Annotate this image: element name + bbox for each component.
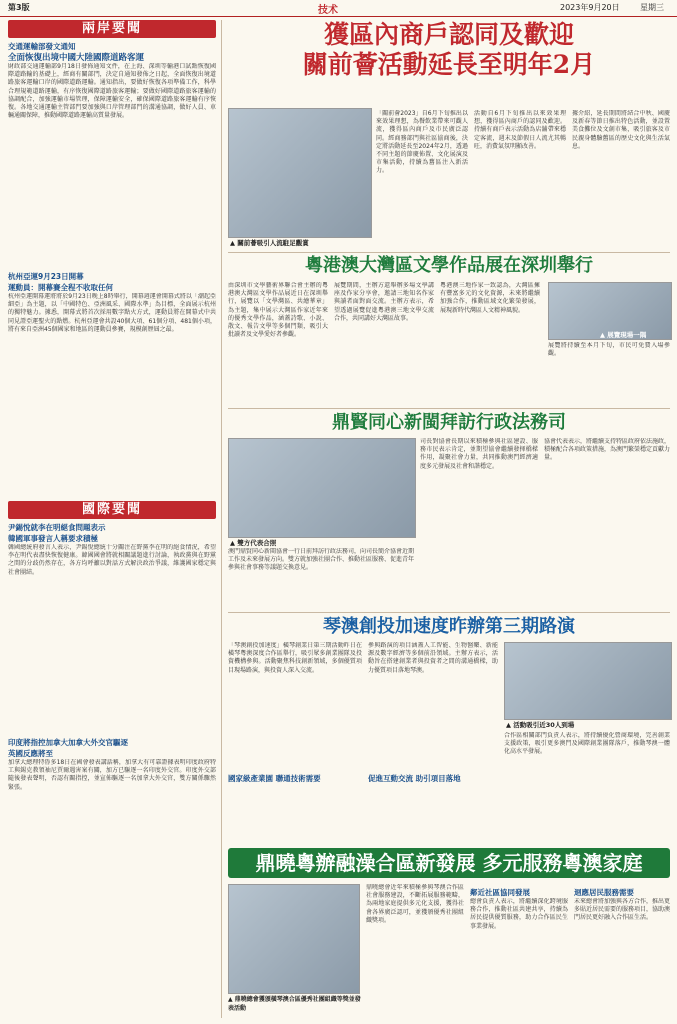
headline-transport-sub: 全面恢復出境中國大陸國際道路客運 [8, 53, 145, 63]
headline-india-canada: 印度將指控加拿大加拿大外交官驅逐 [8, 738, 128, 747]
article-korea-body: 韓國總統府發言人表示，尹錫悅總統十分關注在野黨李在明的絕食情況，希望李在明代表盡快恢復健康。韓國國會將就相關議題進行討論，執政黨與在野黨之間的分歧仍然存在，各方均呼籲以對話方式解決政治爭議，維護國家穩定與社會團結。 [8, 544, 216, 576]
headline-transport: 交通運輸部發文通知 [8, 42, 76, 51]
page-number: 第3版 [8, 3, 30, 12]
article4-photo [504, 642, 672, 720]
newspaper-brand: 技术 [318, 5, 338, 16]
article2-caption: ▲ 展覽現場一隅 [600, 331, 647, 339]
article2-body-col3: 粵港澳三地作家一致認為，大灣區擁有豐富多元的文化資源，未來將繼續加強合作，推動區域文化繁榮發展，展現新時代灣區人文精神風貌。 [440, 282, 540, 314]
article4-subheading-2: 促進互動交流 助引項目落地 [368, 774, 461, 783]
article2-body-col1: 由深圳市文學藝術界聯合會主辦的粵港澳大灣區文學作品展近日在深圳舉行，展覽以「文學灣區、共繪華章」為主題，集中展示大灣區作家近年來的優秀文學作品，涵蓋詩歌、小說、散文、報告文學等多個門類，吸引大批讀者及文學愛好者參觀。 [228, 282, 328, 339]
article4-caption: ▲ 活動吸引近30人到場 [506, 721, 575, 729]
article1-headline-2: 關前薈活動延長至明年2月 [302, 50, 596, 79]
article2-headline: 粵港澳大灣區文學作品展在深圳舉行 [228, 252, 670, 277]
column-divider [221, 20, 222, 1018]
headline-korea: 尹錫悅就李在明絕食問題表示 [8, 523, 106, 532]
article1-body-col1: 「關前薈2023」自6月下旬推出以來效果理想，為餐飲業帶來可觀人流，獲得區內商戶及市民廣泛認同。經商務部門與社區協商後，決定將活動延長至2024年2月，透過不同主題的節慶佈置、文化展演及市集活動，持續為舊區注入新活力。 [376, 110, 468, 175]
article5-photo [228, 884, 360, 994]
article4-body-col3: 合作區相關部門負責人表示，將持續優化營商環境，完善創業支援政策，吸引更多澳門及國際創業團隊落戶，推動琴澳一體化高水平發展。 [504, 732, 670, 756]
article5-body-col2: 總會負責人表示，將繼續深化跨境服務合作，推動社區共建共享，持續為居民提供優質服務，助力合作區民生事業發展。 [470, 898, 568, 930]
article2-body-col4: 展覽將持續至本月下旬，市民可免費入場參觀。 [548, 342, 670, 358]
article4-headline: 琴澳創投加速度昨辦第三期路演 [228, 612, 670, 639]
article1-body-col2: 活動自6月下旬推出以來效果理想，獲得區內商戶的認同及歡迎。持續有商戶表示活動為店舖帶來穩定客流，週末及節假日人流尤其暢旺，消費氣氛明顯改善。 [474, 110, 566, 150]
article1-caption: ▲ 關前薈吸引人流駐足觀賞 [230, 239, 309, 247]
article3-body-col3: 協會代表表示，將繼續支持特區政府依法施政，積極配合各項政策措施，為澳門繁榮穩定貢獻力量。 [544, 438, 670, 462]
article5-caption: ▲ 鼎曉總會獲頒橫琴澳合區優秀社團組織等獎並發表活動 [228, 996, 361, 1012]
article4-body-col2: 參與路演的項目涵蓋人工智能、生物醫藥、新能源及數字經濟等多個前沿領域。主辦方表示，活動旨在搭建創業者與投資者之間的溝通橋樑，助力優質項目落地琴澳。 [368, 642, 498, 674]
article3-photo [228, 438, 416, 538]
section-title-international: 國際要聞 [8, 501, 216, 519]
headline-asian-games: 杭州亞運9月23日開幕 [8, 272, 84, 281]
issue-weekday: 星期三 [640, 3, 664, 12]
article4-subheading-1: 國家級產業園 聯通技術需要 [228, 774, 321, 783]
article-india-canada-body: 加拿大總理特魯多18日在國會發表講話稱，加拿大有可靠證據表明印度政府特工與錫克教領袖尼賈爾遇害案有關，加方已驅逐一名印度外交官。印度外交部隨後發表聲明，否認有關指控，並宣佈驅逐一名加拿大外交官，雙方關係驟然緊張。 [8, 759, 216, 791]
article-transport-body: 財政部交通運輸部9月18日發佈通知文件，在上海、深圳等輸港口試點恢復國際道路輸的基礎上，經商有關部門，決定自通知發佈之日起，全面恢復出境道路旅客運輸口岸的國際道路運輸。通知指出，要做好恢復各項準備工作，科學合理規範道路運輸，有序恢復國際道路旅客運輸；要做好國際道路旅客運輸的協調配合，加強運輸市場管理，保障運輸安全，確保國際道路旅客運輸有序恢復。各地交通運輸主管部門要加強與口岸管理部門的溝通協調，做好人員、車輛通關保障，推動國際道路運輸高質量發展。 [8, 63, 216, 120]
headline-india-canada-sub: 英國反應將至 [8, 749, 53, 758]
left-news-column [8, 20, 216, 1018]
article5-body-col3: 未來總會將加強與各方合作，推出更多貼近居民需要的服務項目，協助澳門居民更好融入合作區生活。 [574, 898, 670, 922]
article-asian-games-body: 杭州亞運開幕運將將於9月23日晚上8時舉行，開幕週運會開幕式將以「潮起亞細亞」為主題，以「中國特色、亞洲風采、國際水準」為目標，全面展示杭州的獨特魅力。據悉，開幕式將首次採用數字點火方式，運動員將在開幕式中共同見證亞運聖火的點燃。杭州亞運會共設40個大項、61個分項、481個小項，將有來自亞洲45個國家和地區的運動員參賽，規模創歷屆之最。 [8, 293, 216, 333]
section-title-cross-strait: 兩岸要聞 [8, 20, 216, 38]
article5-headline: 鼎曉粵辦融澡合區新發展 多元服務粵澳家庭 [228, 848, 670, 878]
headline-korea-sub: 韓國軍事發言人稱要求積極 [8, 534, 98, 543]
article3-body-col1: 澳門鼎賢同心新閩協會一行日前拜訪行政法務司，向司長簡介協會近期工作及未來發展方向。雙方就加強社團合作、推動社區服務、促進青年參與社會事務等議題交換意見。 [228, 548, 414, 572]
headline-asian-games-sub: 運動員：開幕賽全程不收取任何 [8, 283, 113, 292]
article2-body-col2: 展覽期間，主辦方還舉辦多場文學講座及作家分享會，邀請三地知名作家與讀者面對面交流。主辦方表示，希望透過展覽促進粵港澳三地文學交流合作，共同講好大灣區故事。 [334, 282, 434, 322]
article4-body-col1: 「琴澳創投加速度」橫琴創業日第三期活動昨日在橫琴粵澳深度合作區舉行，吸引眾多創業團隊及投資機構參與。活動聚焦科技創新領域，多個優質項目現場路演，與投資人深入交流。 [228, 642, 362, 674]
article5-subheading-1: 鄰近社區協同發展 [470, 888, 530, 897]
article5-subheading-2: 迴應居民服務需要 [574, 888, 634, 897]
article3-body-col2: 司長對協會長期以來積極參與社區建設、服務市民表示肯定，並期望協會繼續發揮橋樑作用，凝聚社會力量，共同推動澳門經濟適度多元發展及社會和諧穩定。 [420, 438, 538, 470]
article3-caption: ▲ 雙方代表合照 [230, 539, 277, 547]
article1-photo [228, 108, 372, 238]
page-header [0, 0, 677, 17]
article1-body-col3: 據介紹，延長期間將結合中秋、國慶及新春等節日推出特色活動，並設置美食攤位及文創市集，吸引旅客及市民親身體驗舊區的歷史文化與生活氣息。 [572, 110, 670, 150]
article1-headline-1: 獲區內商戶認同及歡迎 [323, 20, 574, 49]
issue-date: 2023年9月20日 [560, 3, 620, 12]
article3-headline: 鼎賢同心新閩拜訪行政法務司 [228, 408, 670, 435]
article5-body-col1: 鼎曉總會近年來積極參與琴澳合作區社會服務建設，不斷拓展服務範疇，為兩地家庭提供多元化支援，獲得社會各界廣泛認可，並獲頒優秀社團組織獎項。 [366, 884, 464, 924]
